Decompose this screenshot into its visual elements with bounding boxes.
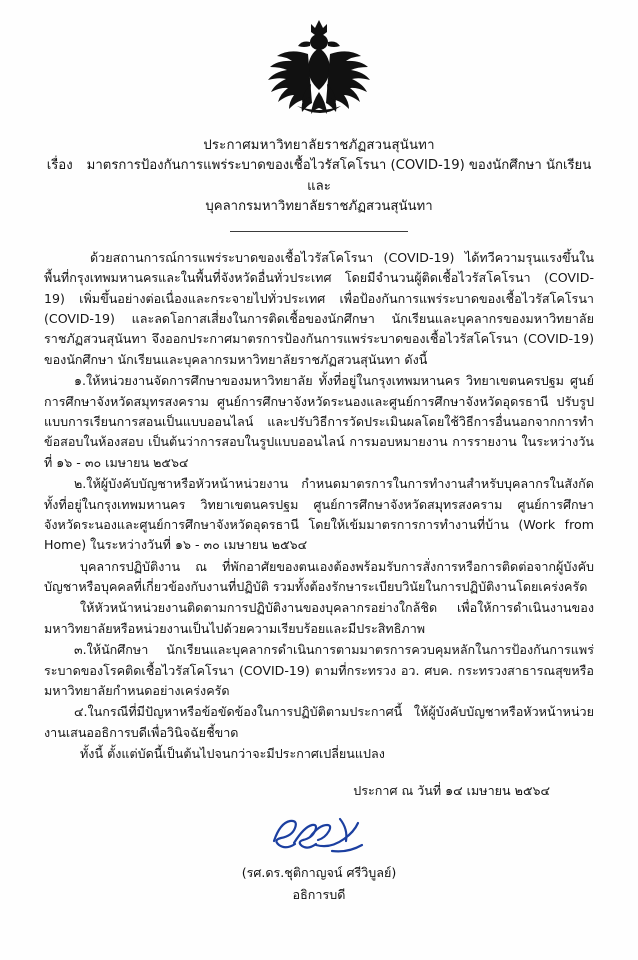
handwritten-signature-icon [244, 807, 394, 861]
signature-block [44, 807, 594, 903]
paragraph-item-3: ๓.ให้นักศึกษา นักเรียนและบุคลากรดำเนินการตามมาตรการควบคุมหลักในการป้องกันการแพร่ระบาดของโรคติดเชื้อไวรัสโคโรนา (COVID-19) ตามที่กระทรวง อว. ศบค. กระทรวงสาธารณสุขหรือมหาวิทยาลัยกำหนดอย่างเคร่งครัด [44, 642, 594, 699]
document-body [44, 248, 594, 765]
paragraph-item-2-sub-1: บุคลากรปฏิบัติงาน ณ ที่พักอาศัยของตนเองต้องพร้อมรับการสั่งการหรือการติดต่อจากผู้บังคับบัญชาหรือบุคคลที่เกี่ยวข้องกับงานที่ปฏิบัติ รวมทั้งต้องรักษาระเบียบวินัยในการปฏิบัติงานโดยเคร่งครัด [44, 558, 594, 595]
paragraph-item-4: ๔.ในกรณีที่มีปัญหาหรือข้อขัดข้องในการปฏิบัติตามประกาศนี้ ให้ผู้บังคับบัญชาหรือหัวหน้าหน่วยงานเสนออธิการบดีเพื่อวินิจฉัยชี้ขาด [44, 704, 594, 740]
paragraph-item-2: ๒.ให้ผู้บังคับบัญชาหรือหัวหน้าหน่วยงาน กำหนดมาตรการในการทำงานสำหรับบุคลากรในสังกัดทั้งที่อยู่ในกรุงเทพมหานคร วิทยาเขตนครปฐม ศูนย์การศึกษาจังหวัดสมุทรสงคราม ศูนย์การศึกษาจังหวัดระนองและศูนย์การศึกษาจังหวัดอุดรธานี โดยให้เข้มมาตรการการทำงานที่บ้าน (Work from Home) ในระหว่างวันที่ ๑๖ - ๓๐ เมษายน ๒๕๖๔ [44, 476, 594, 553]
signer-title: อธิการบดี [292, 886, 346, 902]
paragraph-intro: ด้วยสถานการณ์การแพร่ระบาดของเชื้อไวรัสโคโรนา (COVID-19) ได้ทวีความรุนแรงขึ้นในพื้นที่กรุงเทพมหานครและในพื้นที่จังหวัดอื่นทั่วประเทศ โดยมีจำนวนผู้ติดเชื้อไวรัสโคโรนา (COVID-19) เพิ่มขึ้นอย่างต่อเนื่องและกระจายไปทั่วประเทศ เพื่อป้องกันการแพร่ระบาดของเชื้อไวรัสโคโรนา (COVID-19) และลดโอกาสเสี่ยงในการติดเชื้อของนักศึกษา นักเรียนและบุคลากรของมหาวิทยาลัยราชภัฏสวนสุนันทา จึงออกประกาศมาตรการป้องกันการแพร่ระบาดของเชื้อไวรัสโคโรนา (COVID-19) ของนักศึกษา นักเรียนและบุคลากรมหาวิทยาลัยราชภัฏสวนสุนันทา ดังนี้ [44, 249, 594, 367]
subject-text: มาตรการป้องกันการแพร่ระบาดของเชื้อไวรัสโคโรนา (COVID-19) ของนักศึกษา นักเรียนและ [86, 158, 592, 194]
garuda-emblem-icon [249, 18, 389, 126]
announcement-date: ประกาศ ณ วันที่ ๑๔ เมษายน ๒๕๖๔ [353, 782, 550, 798]
announcement-title: ประกาศมหาวิทยาลัยราชภัฏสวนสุนันทา [203, 138, 435, 153]
header-line-3: บุคลากรมหาวิทยาลัยราชภัฏสวนสุนันทา [205, 199, 433, 215]
paragraph-item-2-sub-2: ให้หัวหน้าหน่วยงานติดตามการปฏิบัติงานของบุคลากรอย่างใกล้ชิด เพื่อให้การดำเนินงานของมหาวิทยาลัยหรือหน่วยงานเป็นไปด้วยความเรียบร้อยและมีประสิทธิภาพ [44, 600, 594, 636]
emblem-container [44, 18, 594, 130]
header-divider [230, 231, 408, 232]
subject-label: เรื่อง [46, 158, 73, 174]
paragraph-item-1: ๑.ให้หน่วยงานจัดการศึกษาของมหาวิทยาลัย ทั้งที่อยู่ในกรุงเทพมหานคร วิทยาเขตนครปฐม ศูนย์การศึกษาจังหวัดสมุทรสงคราม ศูนย์การศึกษาจังหวัดระนองและศูนย์การศึกษาจังหวัดอุดรธานี ปรับรูปแบบการเรียนการสอนเป็นแบบออนไลน์ และปรับวิธีการวัดประเมินผลโดยใช้วิธีการอื่นนอกจากการทำข้อสอบในห้องสอบ เป็นต้นว่าการสอบในรูปแบบออนไลน์ การมอบหมายงาน การรายงาน ในระหว่างวันที่ ๑๖ - ๓๐ เมษายน ๒๕๖๔ [44, 373, 594, 470]
document-header [44, 136, 594, 218]
subject-line [44, 156, 594, 197]
paragraph-closing: ทั้งนี้ ตั้งแต่บัดนี้เป็นต้นไปจนกว่าจะมีประกาศเปลี่ยนแปลง [80, 746, 385, 762]
signer-name: (รศ.ดร.ชุติกาญจน์ ศรีวิบูลย์) [241, 864, 397, 880]
